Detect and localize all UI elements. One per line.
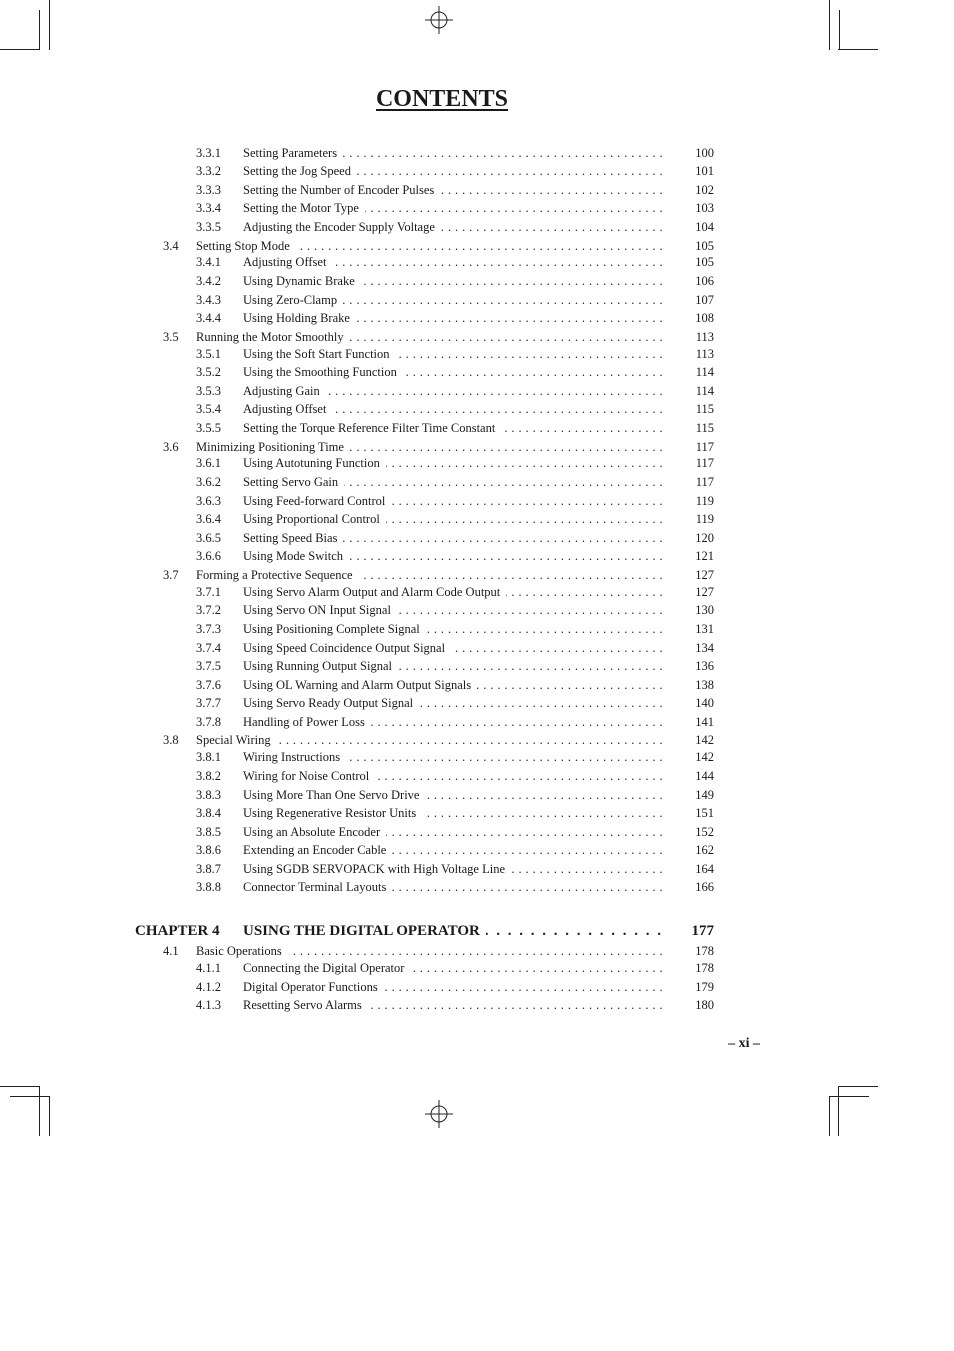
toc-section-number: 3.5.2: [196, 365, 221, 379]
toc-label-with-leader: [243, 492, 663, 510]
toc-label-with-leader: [243, 473, 663, 491]
toc-page-number: 114: [695, 365, 714, 379]
toc-entry[interactable]: [0, 786, 954, 804]
toc-section-number: 3.3.4: [196, 201, 221, 215]
toc-label-with-leader: [243, 841, 663, 859]
toc-entry[interactable]: [0, 878, 954, 896]
toc-entry[interactable]: [0, 657, 954, 675]
toc-title: Handling of Power Loss: [243, 715, 371, 729]
toc-page-number: 105: [695, 239, 714, 253]
toc-section-number: 4.1.1: [196, 961, 221, 975]
toc-page-number: 117: [695, 440, 714, 454]
toc-title: Using Servo Alarm Output and Alarm Code Output: [243, 585, 506, 599]
toc-section-number: 3.4: [163, 239, 179, 253]
toc-section-number: 3.7.5: [196, 659, 221, 673]
toc-entry[interactable]: [0, 400, 954, 418]
toc-page-number: 138: [695, 678, 714, 692]
toc-entry[interactable]: [0, 583, 954, 601]
toc-entry[interactable]: [0, 199, 954, 217]
toc-section-number: 3.5.5: [196, 421, 221, 435]
toc-title: Using Servo ON Input Signal: [243, 603, 397, 617]
toc-page-number: 131: [695, 622, 714, 636]
toc-page-number: 162: [695, 843, 714, 857]
toc-title: Setting the Jog Speed: [243, 164, 357, 178]
toc-label-with-leader: [243, 601, 663, 619]
toc-page-number: 120: [695, 531, 714, 545]
toc-entry[interactable]: [0, 144, 954, 162]
toc-page-number: 101: [695, 164, 714, 178]
toc-entry[interactable]: [0, 748, 954, 766]
toc-section-number: 3.6.2: [196, 475, 221, 489]
toc-entry[interactable]: [0, 694, 954, 712]
toc-label-with-leader: [243, 363, 663, 381]
toc-label-with-leader: [243, 253, 663, 271]
page-folio: – xi –: [728, 1036, 760, 1051]
toc-title: Adjusting Offset: [243, 402, 332, 416]
toc-title: Setting Stop Mode: [196, 239, 296, 253]
toc-title: Using SGDB SERVOPACK with High Voltage Line: [243, 862, 511, 876]
toc-label-with-leader: [243, 199, 663, 217]
toc-title: Using Regenerative Resistor Units: [243, 806, 422, 820]
toc-section-number: 3.4.1: [196, 255, 221, 269]
toc-title: Using Running Output Signal: [243, 659, 398, 673]
toc-section-number: 3.5: [163, 330, 179, 344]
toc-page-number: 121: [695, 549, 714, 563]
toc-label-with-leader: [243, 694, 663, 712]
toc-entry[interactable]: [0, 253, 954, 271]
toc-title: Using More Than One Servo Drive: [243, 788, 425, 802]
toc-section-number: 3.8.5: [196, 825, 221, 839]
toc-label-with-leader: [243, 676, 663, 694]
toc-label-with-leader: [243, 162, 663, 180]
toc-section-number: 3.8.7: [196, 862, 221, 876]
registration-mark-top: [425, 6, 453, 34]
toc-chapter-entry[interactable]: [0, 920, 954, 942]
toc-title: Setting the Number of Encoder Pulses: [243, 183, 440, 197]
toc-entry[interactable]: [0, 959, 954, 977]
toc-label-with-leader: [243, 920, 663, 942]
toc-title: Adjusting Offset: [243, 255, 332, 269]
toc-entry[interactable]: [0, 566, 954, 584]
toc-page-number: 113: [695, 330, 714, 344]
toc-section-number: 3.3.2: [196, 164, 221, 178]
toc-section-number: 3.3.5: [196, 220, 221, 234]
toc-section-number: 3.6.4: [196, 512, 221, 526]
toc-section-number: 3.7.6: [196, 678, 221, 692]
toc-label-with-leader: [243, 860, 663, 878]
toc-label-with-leader: [243, 181, 663, 199]
toc-section-number: 3.8.1: [196, 750, 221, 764]
toc-entry[interactable]: [0, 162, 954, 180]
toc-page-number: 142: [695, 733, 714, 747]
toc-page-number: 127: [695, 585, 714, 599]
toc-section-number: 3.8.4: [196, 806, 221, 820]
toc-page-number: 117: [695, 475, 714, 489]
toc-section-number: 3.5.4: [196, 402, 221, 416]
toc-title: Forming a Protective Sequence: [196, 568, 359, 582]
toc-title: Using OL Warning and Alarm Output Signals: [243, 678, 477, 692]
toc-label-with-leader: [243, 529, 663, 547]
toc-page-number: 127: [695, 568, 714, 582]
toc-entry[interactable]: [0, 620, 954, 638]
toc-title: Digital Operator Functions: [243, 980, 384, 994]
toc-entry[interactable]: [0, 454, 954, 472]
toc-section-number: 3.7.2: [196, 603, 221, 617]
toc-entry[interactable]: [0, 841, 954, 859]
toc-page-number: 102: [695, 183, 714, 197]
toc-section-number: 3.3.3: [196, 183, 221, 197]
toc-title: Using Positioning Complete Signal: [243, 622, 426, 636]
toc-title: Basic Operations: [196, 944, 288, 958]
toc-label-with-leader: [196, 328, 663, 346]
toc-title: Using Mode Switch: [243, 549, 349, 563]
toc-section-number: 3.7.3: [196, 622, 221, 636]
toc-page-number: 115: [695, 402, 714, 416]
toc-entry[interactable]: [0, 510, 954, 528]
toc-title: Using the Smoothing Function: [243, 365, 403, 379]
toc-page-number: 115: [695, 421, 714, 435]
toc-page-number: 142: [695, 750, 714, 764]
toc-section-number: 3.8.6: [196, 843, 221, 857]
toc-label-with-leader: [243, 878, 663, 896]
toc-section-number: 4.1.3: [196, 998, 221, 1012]
toc-section-number: 3.4.4: [196, 311, 221, 325]
toc-label-with-leader: [196, 731, 663, 749]
toc-label-with-leader: [243, 996, 663, 1014]
toc-title: Special Wiring: [196, 733, 277, 747]
toc-title: Using Dynamic Brake: [243, 274, 361, 288]
toc-title: USING THE DIGITAL OPERATOR: [243, 923, 486, 939]
toc-label-with-leader: [243, 978, 663, 996]
toc-section-number: 3.5.1: [196, 347, 221, 361]
toc-section-number: 3.3.1: [196, 146, 221, 160]
toc-title: Using Proportional Control: [243, 512, 386, 526]
toc-page-number: 140: [695, 696, 714, 710]
toc-label-with-leader: [243, 786, 663, 804]
toc-section-number: 3.8.2: [196, 769, 221, 783]
toc-page-number: 164: [695, 862, 714, 876]
toc-title: Using Autotuning Function: [243, 456, 386, 470]
toc-label-with-leader: [243, 218, 663, 236]
toc-entry[interactable]: [0, 272, 954, 290]
toc-label-with-leader: [196, 942, 663, 960]
toc-title: Running the Motor Smoothly: [196, 330, 350, 344]
toc-page-number: 179: [695, 980, 714, 994]
toc-title: Connecting the Digital Operator: [243, 961, 410, 975]
toc-section-number: 4.1: [163, 944, 179, 958]
toc-label-with-leader: [243, 382, 663, 400]
toc-section-number: 3.8.8: [196, 880, 221, 894]
toc-page-number: 119: [695, 512, 714, 526]
toc-page-number: 180: [695, 998, 714, 1012]
toc-title: Setting the Torque Reference Filter Time Constant: [243, 421, 501, 435]
toc-entry[interactable]: [0, 860, 954, 878]
toc-page-number: 106: [695, 274, 714, 288]
toc-entry[interactable]: [0, 823, 954, 841]
toc-label-with-leader: [243, 291, 663, 309]
toc-section-number: 3.7.8: [196, 715, 221, 729]
toc-entry[interactable]: [0, 309, 954, 327]
toc-title: Using Servo Ready Output Signal: [243, 696, 419, 710]
toc-page-number: 130: [695, 603, 714, 617]
toc-title: Resetting Servo Alarms: [243, 998, 368, 1012]
toc-label-with-leader: [243, 144, 663, 162]
toc-entry[interactable]: [0, 942, 954, 960]
toc-section-number: 3.7.7: [196, 696, 221, 710]
toc-section-number: 3.6.5: [196, 531, 221, 545]
toc-title: Using Zero-Clamp: [243, 293, 343, 307]
toc-title: Adjusting the Encoder Supply Voltage: [243, 220, 441, 234]
toc-page-number: 105: [695, 255, 714, 269]
toc-label-with-leader: [243, 959, 663, 977]
toc-title: Using an Absolute Encoder: [243, 825, 386, 839]
toc-title: Using Speed Coincidence Output Signal: [243, 641, 451, 655]
toc-label-with-leader: [243, 400, 663, 418]
toc-entry[interactable]: [0, 382, 954, 400]
toc-page-number: 134: [695, 641, 714, 655]
toc-section-number: 4.1.2: [196, 980, 221, 994]
toc-page-number: 151: [695, 806, 714, 820]
toc-label-with-leader: [243, 272, 663, 290]
toc-title: Setting Parameters: [243, 146, 343, 160]
toc-section-number: CHAPTER 4: [135, 923, 220, 939]
toc-label-with-leader: [243, 639, 663, 657]
toc-title: Setting the Motor Type: [243, 201, 365, 215]
toc-entry[interactable]: [0, 492, 954, 510]
toc-page-number: 178: [695, 961, 714, 975]
toc-entry[interactable]: [0, 345, 954, 363]
toc-title: Minimizing Positioning Time: [196, 440, 350, 454]
toc-entry[interactable]: [0, 363, 954, 381]
toc-page-number: 114: [695, 384, 714, 398]
toc-page-number: 149: [695, 788, 714, 802]
toc-title: Using the Soft Start Function: [243, 347, 396, 361]
toc-entry[interactable]: [0, 804, 954, 822]
toc-page-number: 103: [695, 201, 714, 215]
toc-section-number: 3.7.4: [196, 641, 221, 655]
toc-section-number: 3.7: [163, 568, 179, 582]
toc-label-with-leader: [243, 657, 663, 675]
toc-entry[interactable]: [0, 731, 954, 749]
toc-label-with-leader: [243, 620, 663, 638]
toc-page-number: 178: [695, 944, 714, 958]
toc-entry[interactable]: [0, 328, 954, 346]
toc-section-number: 3.8: [163, 733, 179, 747]
toc-entry[interactable]: [0, 529, 954, 547]
toc-label-with-leader: [243, 767, 663, 785]
toc-page-number: 144: [695, 769, 714, 783]
registration-mark-bottom: [425, 1100, 453, 1128]
toc-page-number: 117: [695, 456, 714, 470]
toc-label-with-leader: [196, 566, 663, 584]
toc-label-with-leader: [243, 823, 663, 841]
toc-entry[interactable]: [0, 978, 954, 996]
toc-entry[interactable]: [0, 639, 954, 657]
toc-title: Adjusting Gain: [243, 384, 326, 398]
toc-section-number: 3.4.2: [196, 274, 221, 288]
toc-label-with-leader: [243, 748, 663, 766]
toc-page-number: 107: [695, 293, 714, 307]
toc-title: Wiring for Noise Control: [243, 769, 375, 783]
page-title: CONTENTS: [375, 86, 509, 112]
toc-label-with-leader: [243, 713, 663, 731]
toc-page-number: 113: [695, 347, 714, 361]
toc-page-number: 100: [695, 146, 714, 160]
toc-page-number: 104: [695, 220, 714, 234]
toc-title: Using Feed-forward Control: [243, 494, 391, 508]
toc-section-number: 3.7.1: [196, 585, 221, 599]
toc-entry[interactable]: [0, 996, 954, 1014]
toc-title: Extending an Encoder Cable: [243, 843, 392, 857]
toc-section-number: 3.6: [163, 440, 179, 454]
toc-entry[interactable]: [0, 547, 954, 565]
toc-label-with-leader: [243, 804, 663, 822]
toc-title: Using Holding Brake: [243, 311, 356, 325]
toc-title: Setting Speed Bias: [243, 531, 343, 545]
toc-entry[interactable]: [0, 713, 954, 731]
toc-page-number: 166: [695, 880, 714, 894]
toc-page-number: 177: [691, 923, 714, 939]
toc-title: Connector Terminal Layouts: [243, 880, 392, 894]
toc-entry[interactable]: [0, 419, 954, 437]
toc-label-with-leader: [243, 454, 663, 472]
toc-entry[interactable]: [0, 767, 954, 785]
toc-label-with-leader: [243, 510, 663, 528]
toc-page-number: 108: [695, 311, 714, 325]
toc-section-number: 3.5.3: [196, 384, 221, 398]
toc-label-with-leader: [243, 583, 663, 601]
toc-entry[interactable]: [0, 601, 954, 619]
toc-page-number: 136: [695, 659, 714, 673]
toc-section-number: 3.4.3: [196, 293, 221, 307]
toc-page-number: 119: [695, 494, 714, 508]
toc-section-number: 3.8.3: [196, 788, 221, 802]
toc-entry[interactable]: [0, 676, 954, 694]
toc-label-with-leader: [243, 547, 663, 565]
toc-section-number: 3.6.6: [196, 549, 221, 563]
toc-section-number: 3.6.3: [196, 494, 221, 508]
toc-page-number: 141: [695, 715, 714, 729]
toc-entry[interactable]: [0, 291, 954, 309]
toc-entry[interactable]: [0, 181, 954, 199]
toc-label-with-leader: [243, 309, 663, 327]
toc-entry[interactable]: [0, 218, 954, 236]
toc-label-with-leader: [243, 345, 663, 363]
toc-title: Setting Servo Gain: [243, 475, 344, 489]
toc-page-number: 152: [695, 825, 714, 839]
toc-label-with-leader: [243, 419, 663, 437]
toc-entry[interactable]: [0, 473, 954, 491]
toc-title: Wiring Instructions: [243, 750, 346, 764]
toc-section-number: 3.6.1: [196, 456, 221, 470]
